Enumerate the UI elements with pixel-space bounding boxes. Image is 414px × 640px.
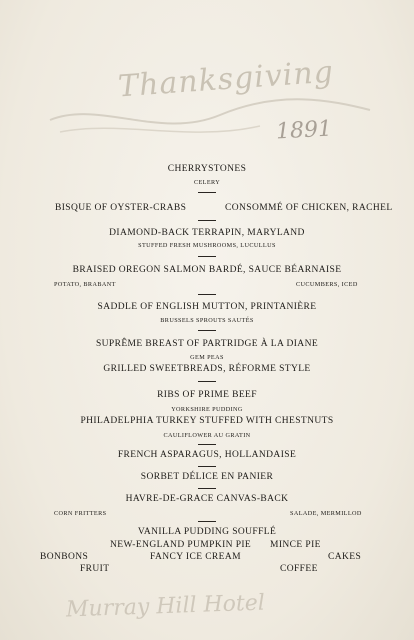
menu-sub-mushrooms: STUFFED FRESH MUSHROOMS, LUCULLUS bbox=[138, 242, 276, 249]
menu-item-turkey: PHILADELPHIA TURKEY STUFFED WITH CHESTNUTS bbox=[80, 416, 334, 426]
menu-item-beef: RIBS OF PRIME BEEF bbox=[157, 390, 257, 400]
menu-sub-peas: GEM PEAS bbox=[190, 354, 224, 361]
divider bbox=[198, 444, 216, 445]
menu-sub-salade: SALADE, MERMILLOD bbox=[290, 510, 362, 517]
menu-item-pumpkin: NEW-ENGLAND PUMPKIN PIE bbox=[110, 540, 252, 550]
script-hotel-name: Murray Hill Hotel bbox=[65, 590, 266, 623]
menu-item-mutton: SADDLE OF ENGLISH MUTTON, PRINTANIÈRE bbox=[97, 302, 317, 312]
menu-item-bisque: BISQUE OF OYSTER-CRABS bbox=[55, 203, 187, 213]
menu-item-bonbons: BONBONS bbox=[40, 552, 89, 562]
menu-item-asparagus: FRENCH ASPARAGUS, HOLLANDAISE bbox=[117, 450, 297, 460]
menu-item-sweetbreads: GRILLED SWEETBREADS, RÉFORME STYLE bbox=[103, 364, 311, 374]
menu-item-fruit: FRUIT bbox=[80, 564, 110, 574]
divider bbox=[198, 220, 216, 221]
menu-item-terrapin: DIAMOND-BACK TERRAPIN, MARYLAND bbox=[109, 228, 305, 238]
menu-item-sorbet: SORBET DÉLICE EN PANIER bbox=[140, 472, 274, 482]
divider bbox=[198, 192, 216, 193]
menu-item-salmon: BRAISED OREGON SALMON BARDÉ, SAUCE BÉARNAISE bbox=[72, 265, 342, 275]
divider bbox=[198, 330, 216, 331]
menu-sub-potato: POTATO, BRABANT bbox=[54, 281, 116, 288]
divider bbox=[198, 256, 216, 257]
menu-item-cakes: CAKES bbox=[328, 552, 362, 562]
menu-item-mince: MINCE PIE bbox=[270, 540, 321, 550]
divider bbox=[198, 294, 216, 295]
divider bbox=[198, 466, 216, 467]
menu-item-canvasback: HAVRE-DE-GRACE CANVAS-BACK bbox=[125, 494, 289, 504]
menu-sub-cauliflower: CAULIFLOWER AU GRATIN bbox=[163, 432, 251, 439]
menu-item-consomme: CONSOMMÉ OF CHICKEN, RACHEL bbox=[225, 203, 393, 213]
menu-item-souffle: VANILLA PUDDING SOUFFLÉ bbox=[137, 527, 277, 537]
menu-sub-sprouts: BRUSSELS SPROUTS SAUTÉS bbox=[160, 317, 254, 324]
divider bbox=[198, 381, 216, 382]
script-title: Thanksgiving bbox=[117, 54, 335, 105]
divider bbox=[198, 488, 216, 489]
menu-item-icecream: FANCY ICE CREAM bbox=[150, 552, 241, 562]
script-year: 1891 bbox=[275, 116, 333, 145]
menu-item-coffee: COFFEE bbox=[280, 564, 318, 574]
menu-sub-pudding: YORKSHIRE PUDDING bbox=[171, 406, 243, 413]
menu-item-partridge: SUPRÊME BREAST OF PARTRIDGE À LA DIANE bbox=[95, 339, 319, 349]
menu-sub-cucumbers: CUCUMBERS, ICED bbox=[296, 281, 358, 288]
menu-item-cherrystones: CHERRYSTONES bbox=[167, 164, 247, 174]
menu-sub-fritters: CORN FRITTERS bbox=[54, 510, 107, 517]
divider bbox=[198, 521, 216, 522]
menu-sub-celery: CELERY bbox=[193, 179, 221, 186]
